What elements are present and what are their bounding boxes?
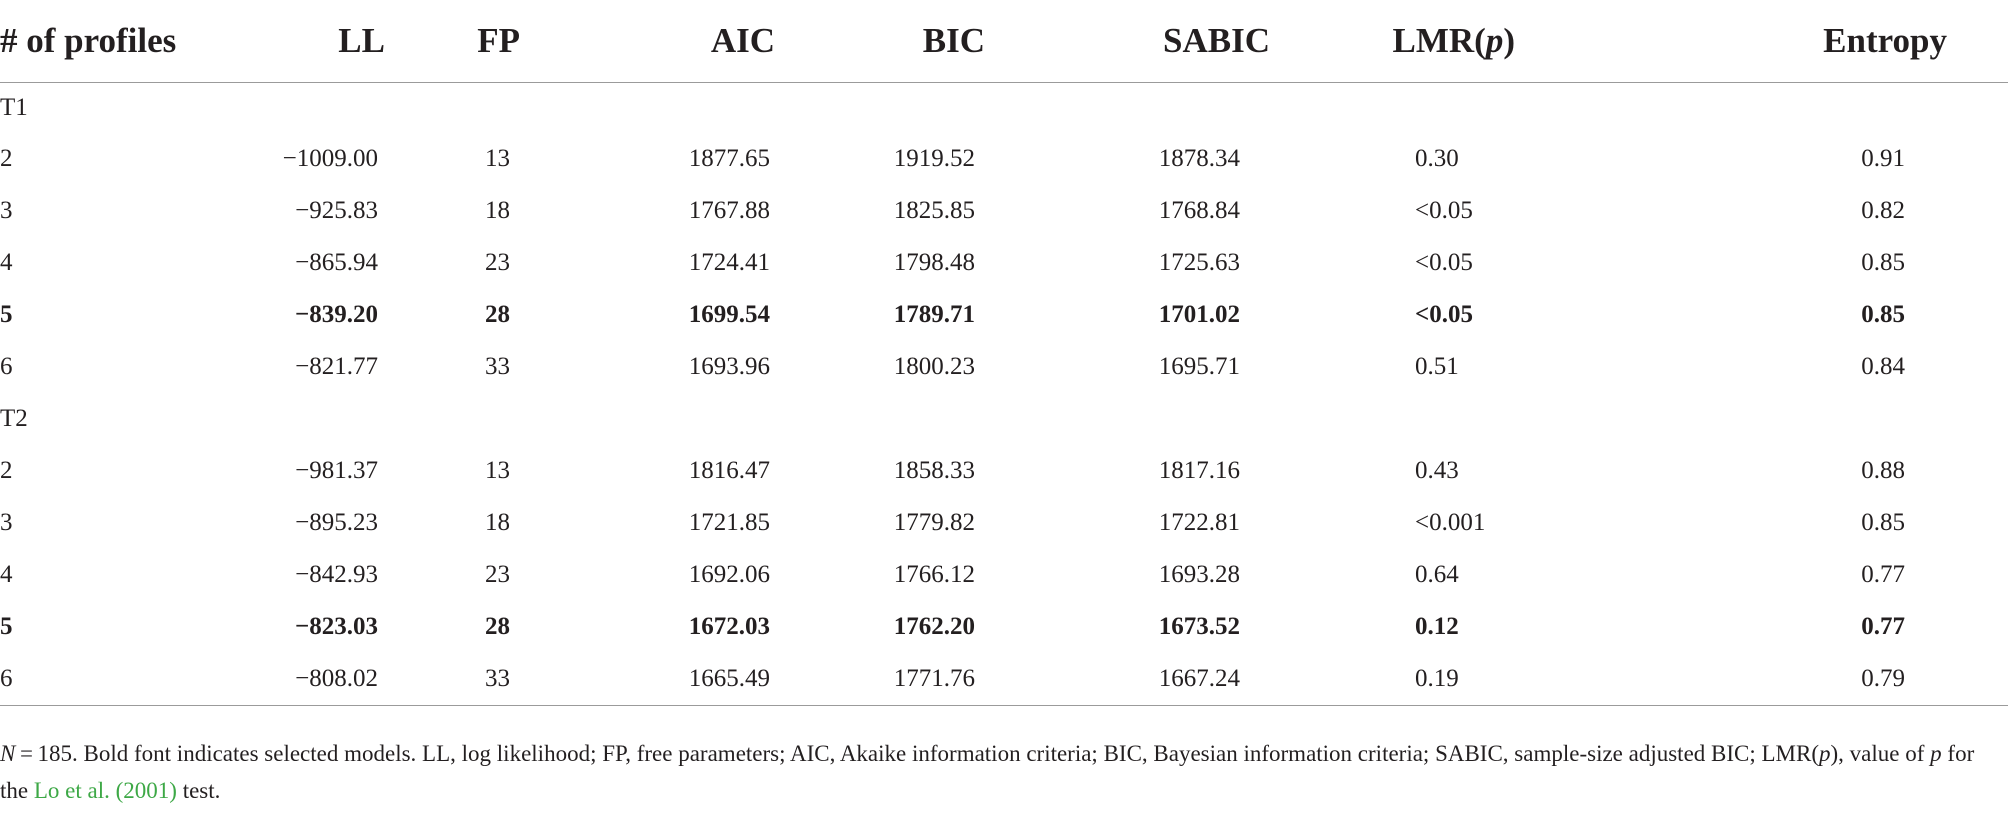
table-cell: −865.94 — [295, 249, 378, 276]
column-header-suffix: ) — [1503, 21, 1515, 60]
table-cell: 1878.34 — [1158, 145, 1240, 172]
table-cell: 1672.03 — [688, 613, 770, 640]
table-cell: −842.93 — [295, 561, 378, 588]
column-header-2 — [405, 0, 605, 83]
table-cell: <0.05 — [1415, 301, 1473, 328]
table-cell: 3 — [0, 197, 13, 224]
table-cell: −1009.00 — [282, 145, 378, 172]
column-header-text: SABIC — [1163, 21, 1270, 60]
table-cell: 0.85 — [1861, 301, 1905, 328]
table-cell: 1825.85 — [893, 197, 975, 224]
footnote-p-symbol: p — [1819, 741, 1831, 766]
column-header-text: AIC — [710, 21, 775, 60]
table-cell: 0.51 — [1415, 353, 1459, 380]
table-cell: 1725.63 — [1158, 249, 1240, 276]
footnote-p-symbol-2: p — [1930, 741, 1942, 766]
table-cell: 0.64 — [1415, 561, 1459, 588]
table-cell: 1789.71 — [893, 301, 975, 328]
table-cell: 6 — [0, 653, 190, 706]
table-cell: 6 — [0, 353, 13, 380]
table-cell: −821.77 — [295, 353, 378, 380]
table-cell: 1762.20 — [893, 613, 975, 640]
table-cell: 3 — [0, 509, 13, 536]
table-cell: 1919.52 — [893, 145, 975, 172]
table-cell: 0.30 — [1415, 145, 1459, 172]
table-cell: 1766.12 — [893, 561, 975, 588]
table-cell: 1798.48 — [893, 249, 975, 276]
table-cell: 33 — [485, 353, 510, 380]
table-cell: 1665.49 — [605, 653, 835, 706]
table-cell: 1721.85 — [688, 509, 770, 536]
table-cell: 1779.82 — [893, 509, 975, 536]
table-cell: 5 — [0, 301, 13, 328]
footnote-text-4: test. — [176, 778, 221, 803]
table-body — [0, 83, 2008, 706]
table-cell: −925.83 — [295, 197, 378, 224]
table-cell: 1692.06 — [688, 561, 770, 588]
table-cell: −981.37 — [295, 457, 378, 484]
table-cell: 1768.84 — [1158, 197, 1240, 224]
table-cell: 0.19 — [1305, 653, 1550, 706]
table-cell: 1693.96 — [688, 353, 770, 380]
table-cell: 0.85 — [1861, 509, 1905, 536]
table-cell: 28 — [485, 613, 510, 640]
column-header-1 — [190, 0, 405, 83]
table-cell: −895.23 — [295, 509, 378, 536]
footnote-text-2: ), value of — [1830, 741, 1931, 766]
column-header-6 — [1305, 0, 1550, 83]
table-footnote — [0, 735, 2000, 809]
footnote-text-3: for the — [0, 741, 1975, 803]
table-cell: 18 — [485, 509, 510, 536]
table-row — [0, 289, 2008, 341]
table-cell: 1767.88 — [688, 197, 770, 224]
table-cell: 23 — [485, 561, 510, 588]
table-cell: 18 — [485, 197, 510, 224]
column-header-4 — [835, 0, 1060, 83]
table-cell: 13 — [485, 145, 510, 172]
table-row — [0, 497, 2008, 549]
group-row — [0, 393, 2008, 445]
table-cell: 0.43 — [1415, 457, 1459, 484]
table-row — [0, 445, 2008, 497]
column-header-text: BIC — [922, 21, 985, 60]
column-header-7 — [1550, 0, 2008, 83]
table-row — [0, 653, 2008, 706]
footnote-n-symbol: N — [0, 741, 16, 766]
table-cell: 2 — [0, 145, 13, 172]
table-cell: −823.03 — [295, 613, 378, 640]
table-header — [0, 0, 2008, 83]
table-cell: 1695.71 — [1158, 353, 1240, 380]
table-cell: 0.77 — [1861, 613, 1905, 640]
table-row — [0, 185, 2008, 237]
column-header-text: FP — [477, 21, 520, 60]
group-label: T1 — [0, 94, 28, 121]
table-cell: 33 — [405, 653, 605, 706]
footnote-text-1: = 185. Bold font indicates selected models. LL, log likelihood; FP, free parameters; AIC, Akaike information criteria; BIC, Bayesian information criteria; SABIC, sample-size adjusted BIC; LMR( — [15, 741, 1820, 766]
table-cell: 1817.16 — [1158, 457, 1240, 484]
column-header-0 — [0, 0, 190, 83]
table-row — [0, 133, 2008, 185]
column-header-text: LMR( — [1392, 21, 1486, 60]
table-cell: 1877.65 — [688, 145, 770, 172]
table-cell: 0.79 — [1550, 653, 2008, 706]
table-cell: 1800.23 — [893, 353, 975, 380]
table-cell: 0.91 — [1861, 145, 1905, 172]
table-cell: 0.84 — [1861, 353, 1905, 380]
citation-link[interactable]: Lo et al. (2001) — [33, 778, 177, 803]
column-header-3 — [605, 0, 835, 83]
group-row — [0, 83, 2008, 134]
table-cell: 0.85 — [1861, 249, 1905, 276]
table-cell: 1816.47 — [688, 457, 770, 484]
table-cell: 1858.33 — [893, 457, 975, 484]
table-cell: −808.02 — [190, 653, 405, 706]
table-cell: 23 — [485, 249, 510, 276]
table-cell: 1724.41 — [688, 249, 770, 276]
table-cell: 4 — [0, 561, 13, 588]
column-header-text: Entropy — [1823, 21, 1947, 60]
column-header-text: LL — [338, 21, 385, 60]
column-header-5 — [1060, 0, 1305, 83]
table-cell: 1699.54 — [688, 301, 770, 328]
table-row — [0, 601, 2008, 653]
table-cell: 1701.02 — [1158, 301, 1240, 328]
table-cell: <0.001 — [1415, 509, 1486, 536]
table-cell: 1667.24 — [1060, 653, 1305, 706]
column-header-italic: p — [1485, 21, 1504, 60]
table-cell: −839.20 — [295, 301, 378, 328]
header-row — [0, 0, 2008, 83]
table-cell: 1771.76 — [835, 653, 1060, 706]
table-cell: 4 — [0, 249, 13, 276]
column-header-text: # of profiles — [0, 21, 177, 60]
table-row — [0, 549, 2008, 601]
table-cell: 0.82 — [1861, 197, 1905, 224]
table-cell: 0.77 — [1861, 561, 1905, 588]
table-cell: 0.88 — [1861, 457, 1905, 484]
table-row — [0, 341, 2008, 393]
table-cell: 13 — [485, 457, 510, 484]
table-cell: 1722.81 — [1158, 509, 1240, 536]
table-cell: 1693.28 — [1158, 561, 1240, 588]
table-cell: <0.05 — [1415, 249, 1473, 276]
group-label: T2 — [0, 405, 28, 432]
table-cell: 1673.52 — [1158, 613, 1240, 640]
table-row — [0, 237, 2008, 289]
table-cell: 2 — [0, 457, 13, 484]
table-cell: 0.12 — [1415, 613, 1459, 640]
table-cell: 28 — [485, 301, 510, 328]
table-cell: 5 — [0, 613, 13, 640]
table-cell: <0.05 — [1415, 197, 1473, 224]
